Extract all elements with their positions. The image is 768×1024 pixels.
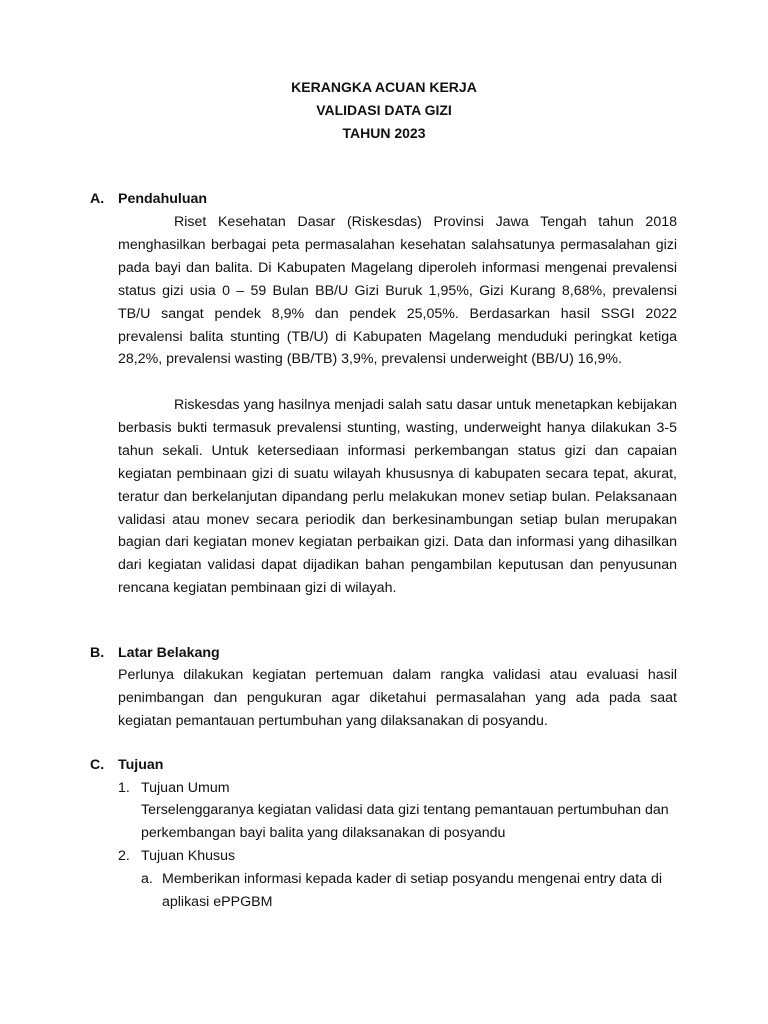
section-c-letter: C. (90, 757, 105, 773)
tujuan-umum-text: Terselenggaranya kegiatan validasi data gizi tentang pemantauan pertumbuhan dan perkembangan bayi balita yang dilaksanakan di posyandu (141, 802, 669, 841)
section-a-letter: A. (90, 191, 105, 207)
tujuan-umum-label: Tujuan Umum (141, 780, 230, 796)
tujuan-khusus-label: Tujuan Khusus (141, 848, 236, 864)
section-a-paragraph-1-text: Riset Kesehatan Dasar (Riskesdas) Provinsi Jawa Tengah tahun 2018 menghasilkan berbagai peta permasalahan kesehatan salahsatunya permasalahan gizi pada bayi dan balita. Di Kabupaten Magelang diperoleh informasi mengenai prevalensi status gizi usia 0 – 59 Bulan BB/U Gizi Buruk 1,95%, Gizi Kurang 8,68%, prevalensi TB/U sangat pendek 8,9% dan pendek 25,05%. Berdasarkan hasil SSGI 2022 prevalensi balita stunting (TB/U) di Kabupaten Magelang menduduki peringkat ketiga 28,2%, prevalensi wasting (BB/TB) 3,9%, prevalensi underweight (BB/U) 16,9%. (118, 214, 677, 368)
tujuan-khusus-item-a-letter: a. (141, 871, 153, 887)
section-a-paragraph-2 (118, 394, 677, 600)
tujuan-khusus-item-a-text: Memberikan informasi kepada kader di setiap posyandu mengenai entry data di aplikasi ePPGBM (162, 871, 663, 910)
doc-title-line-2: VALIDASI DATA GIZI (316, 102, 452, 118)
section-b-letter: B. (90, 645, 105, 661)
tujuan-umum-number: 1. (118, 780, 130, 796)
section-a-paragraph-1 (118, 211, 677, 371)
section-c-title: Tujuan (118, 757, 164, 773)
section-b-paragraph: Perlunya dilakukan kegiatan pertemuan dalam rangka validasi atau evaluasi hasil penimbangan dan pengukuran agar diketahui permasalahan yang ada pada saat kegiatan pemantauan pertumbuhan yang dilaksanakan di posyandu. (118, 667, 677, 729)
section-a-paragraph-2-text: Riskesdas yang hasilnya menjadi salah satu dasar untuk menetapkan kebijakan berbasis bukti termasuk prevalensi stunting, wasting, underweight hanya dilakukan 3-5 tahun sekali. Untuk ketersediaan informasi perkembangan status gizi dan capaian kegiatan pembinaan gizi di suatu wilayah khususnya di kabupaten secara tepat, akurat, teratur dan berkelanjutan dipandang perlu melakukan monev setiap bulan. Pelaksanaan validasi atau monev secara periodik dan berkesinambungan setiap bulan merupakan bagian dari kegiatan monev kegiatan perbaikan gizi. Data dan informasi yang dihasilkan dari kegiatan validasi dapat dijadikan bahan pengambilan keputusan dan penyusunan rencana kegiatan pembinaan gizi di wilayah. (118, 397, 677, 597)
section-a-title: Pendahuluan (118, 191, 208, 207)
section-b-title: Latar Belakang (118, 645, 220, 661)
doc-title-line-3: TAHUN 2023 (342, 125, 426, 141)
tujuan-khusus-number: 2. (118, 848, 130, 864)
doc-title-line-1: KERANGKA ACUAN KERJA (291, 79, 477, 95)
